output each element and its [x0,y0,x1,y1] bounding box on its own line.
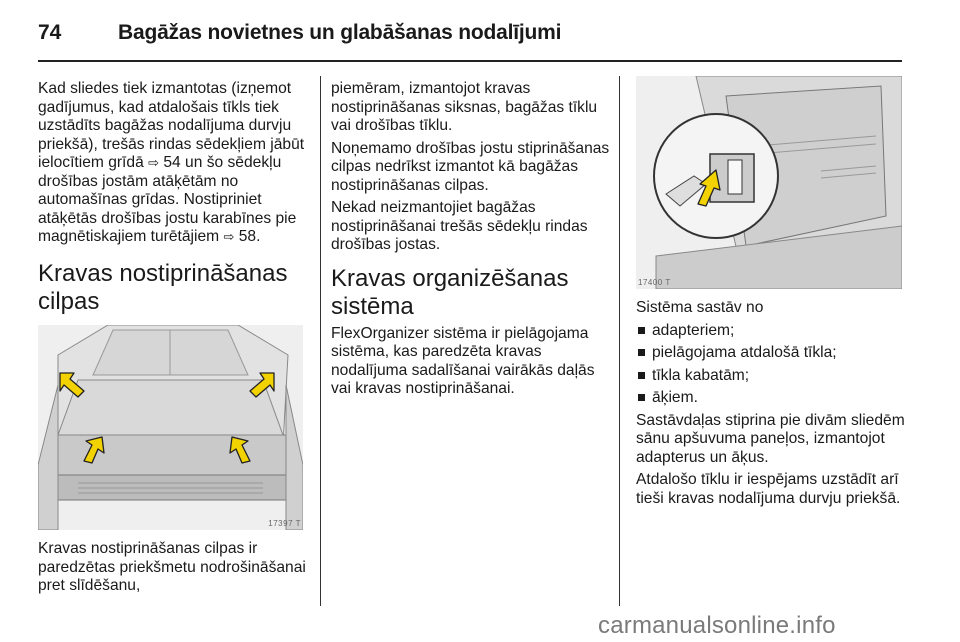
page-ref-link[interactable]: 54 [163,154,181,171]
col2-paragraph-3: Nekad neizmantojiet bagāžas nostiprināšanai trešās sēdekļu rindas drošības jostas. [331,199,588,253]
col3-paragraph-2: Atdalošo tīklu ir iespējams uzstādīt arī tieši kravas nodalījuma durvju priekšā. [636,471,901,507]
page-ref-link[interactable]: 58. [238,228,261,245]
section-heading-cargo-system: Kravas organizēšanas sistēma [331,264,569,320]
column-3 [636,299,906,512]
col1-paragraph-2: Kravas nostiprināšanas cilpas ir paredzētas priekšmetu nodrošināšanai pret slīdēšanu, [38,540,306,594]
header-divider [38,60,902,62]
section-heading-load-eyes: Kravas nostiprināšanas cilpas [38,260,288,315]
list-item: adapteriem; [636,322,906,341]
list-item: āķiem. [636,389,906,408]
figure-code: 17397 T [268,519,301,528]
figure-code: 17400 T [638,278,671,287]
cross-reference-icon: ⇨ [223,229,235,244]
col1-paragraph-1: Kad sliedes tiek izmantotas (izņemot gadījumus, kad atdalošais tīkls tiek uzstādīts bagāžas nodalījuma durvju priekšā), trešās rindas sēdekļiem jābūt ielocītiem grīdā ⇨ 54 un šo sēdekļu drošības jostām atāķētām no automašīnas grīdas. Nostipriniet atāķētās drošības jostu karabīnes pie magnētiskajiem turētājiem ⇨ 58. [38,80,305,245]
figure-cargo-floor [38,325,303,530]
figure-flexorganizer-rail [636,76,902,289]
col2-paragraph-4: FlexOrganizer sistēma ir pielāgojama sistēma, kas paredzēta kravas nodalījuma sadalīšanai vairākās daļās vai kravas nostiprināšanai. [331,324,595,397]
col2-paragraph-2: Noņemamo drošības jostu stiprināšanas cilpas nedrīkst izmantot kā bagāžas nostiprināšanas cilpas. [331,139,610,194]
col1-bottom-text [38,540,310,600]
col3-intro: Sistēma sastāv no [636,299,764,316]
rail-adapter-illustration [636,76,902,289]
column-2 [331,80,611,403]
page-title: Bagāžas novietnes un glabāšanas nodalījumi [118,21,562,44]
page-number: 74 [38,21,62,44]
cargo-floor-illustration [38,325,303,530]
page-header [38,18,561,48]
watermark: carmanualsonline.info [598,612,836,639]
list-item: pielāgojama atdalošā tīkla; [636,344,906,363]
list-item: tīkla kabatām; [636,367,906,386]
component-list [636,322,906,408]
cross-reference-icon: ⇨ [148,155,159,170]
column-divider-2 [619,76,620,606]
column-divider-1 [320,76,321,606]
col3-paragraph-1: Sastāvdaļas stiprina pie divām sliedēm sānu apšuvuma paneļos, izmantojot adapterus un āķus. [636,411,905,466]
col2-paragraph-1: piemēram, izmantojot kravas nostiprināšanas siksnas, bagāžas tīklu vai drošības tīklu. [331,80,598,134]
column-1 [38,80,310,251]
